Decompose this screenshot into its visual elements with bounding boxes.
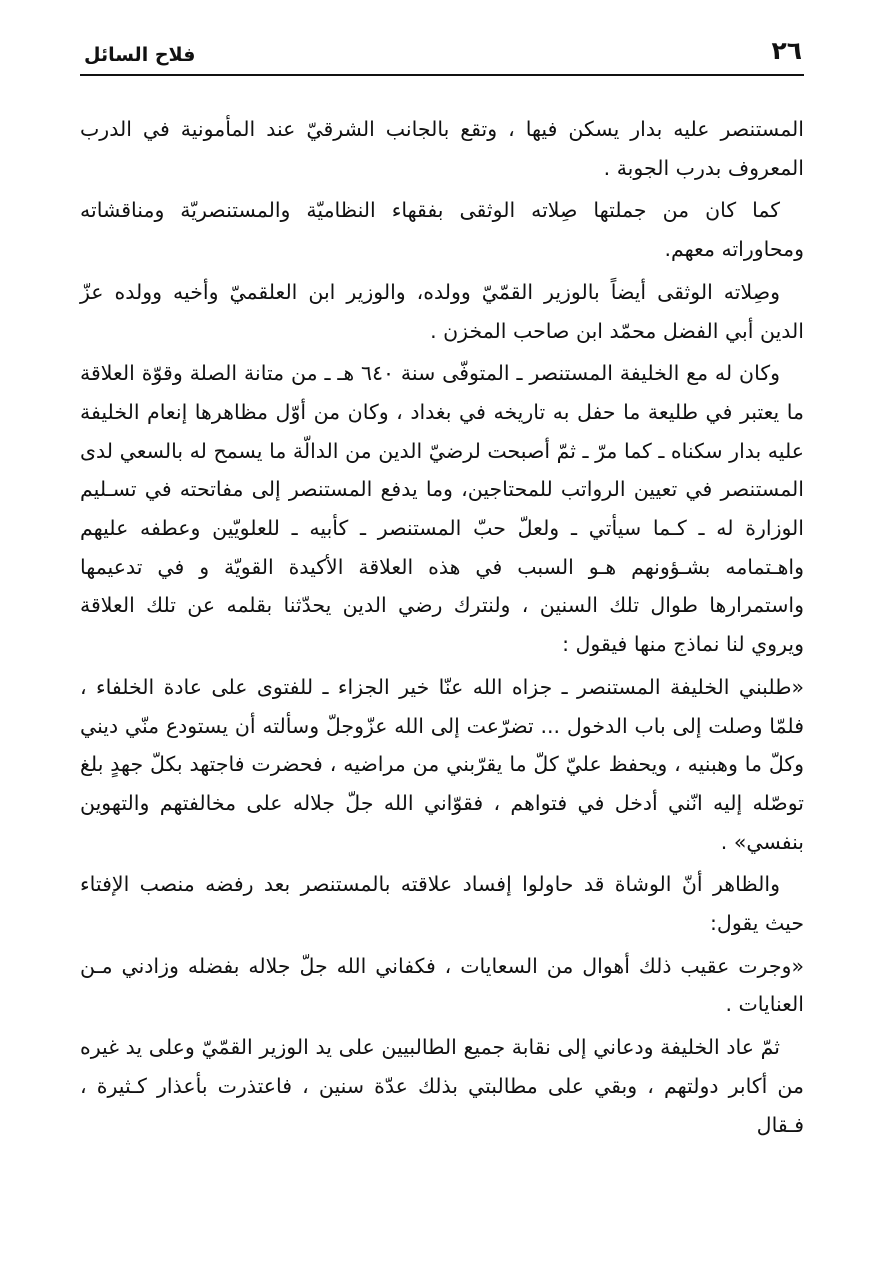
- paragraph-3: وصِلاته الوثقى أيضاً بالوزير القمّيّ وولده، والوزير ابن العلقميّ وأخيه وولده عزّ الدين أبي الفضل محمّد ابن صاحب المخزن .: [80, 279, 804, 343]
- paragraph-4: وكان له مع الخليفة المستنصر ـ المتوفّى سنة ٦٤٠ هـ ـ من متانة الصلة وقوّة العلاقة ما يعتبر في طليعة ما حفل به تاريخه في بغداد ، وكان من أوّل مظاهرها إنعام الخليفة عليه بدار سكناه ـ كما مرّ ـ ثمّ أصبحت لرضيّ الدين من الدالّة ما يسمح له بالسعي لدى المستنصر في تعيين الرواتب للمحتاجين، وما يدفع المستنصر إلى مفاتحته في تسـليم الوزارة له ـ كـما سيأتي ـ ولعلّ حبّ المستنصر ـ كأبيه ـ للعلويّين وعطفه عليهم واهـتمامه بشـؤونهم هـو السبب في هذه العلاقة الأكيدة القويّة و في تدعيمها واستمرارها طوال تلك السنين ، ولنترك رضي الدين يحدّثنا بقلمه عن تلك العلاقة ويروي لنا نماذج منها فيقول :: [80, 361, 804, 657]
- running-title: فلاح السائل: [84, 44, 196, 66]
- body-text: [80, 110, 804, 1148]
- paragraph-2: كما كان من جملتها صِلاته الوثقى بفقهاء النظاميّة والمستنصريّة ومناقشاته ومحاوراته معهم.: [80, 198, 804, 262]
- paragraph-1: المستنصر عليه بدار يسكن فيها ، وتقع بالجانب الشرقيّ عند المأمونية في الدرب المعروف بدرب الجوبة .: [80, 117, 804, 180]
- page-number: ٢٦: [771, 36, 802, 65]
- paragraph-6: والظاهر أنّ الوشاة قد حاولوا إفساد علاقته بالمستنصر بعد رفضه منصب الإفتاء حيث يقول:: [80, 872, 804, 936]
- paragraph-8: ثمّ عاد الخليفة ودعاني إلى نقابة جميع الطالبيين على يد الوزير القمّيّ وعلى يد غيره من أكابر دولتهم ، وبقي على مطالبتي بذلك عدّة سنين ، فاعتذرت بأعذار كـثيرة ، فـقال: [80, 1035, 804, 1137]
- page-header: [80, 30, 804, 76]
- paragraph-7-quote: «وجرت عقيب ذلك أهوال من السعايات ، فكفاني الله جلّ جلاله بفضله وزادني مـن العنايات .: [80, 953, 804, 1017]
- paragraph-5-quote: «طلبني الخليفة المستنصر ـ جزاه الله عنّا خير الجزاء ـ للفتوى على عادة الخلفاء ، فلمّا وصلت إلى باب الدخول ... تضرّعت إلى الله عزّوجلّ وسألته أن يستودع منّي ديني وكلّ ما وهبنيه ، ويحفظ عليّ كلّ ما يقرّبني من مراضيه ، فحضرت فاجتهد بكلّ جهدٍ بلغ توصّله إليه انّني أدخل في فتواهم ، فقوّاني الله جلّ جلاله على مخالفتهم والتهوين بنفسي» .: [80, 674, 804, 854]
